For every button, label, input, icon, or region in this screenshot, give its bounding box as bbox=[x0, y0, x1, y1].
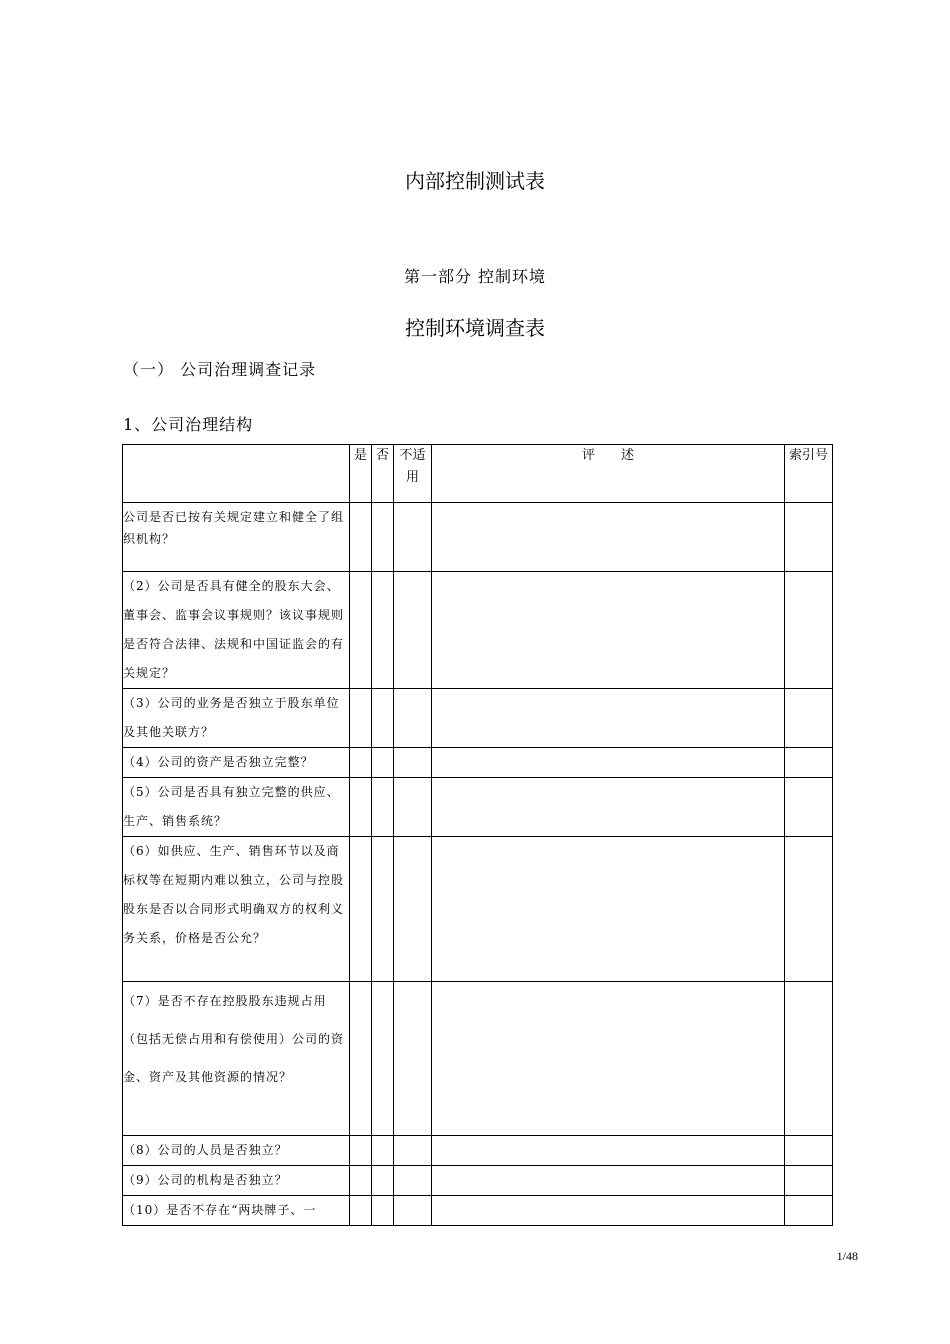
document-title: 内部控制测试表 bbox=[405, 169, 545, 193]
no-cell[interactable] bbox=[372, 689, 394, 748]
yes-cell[interactable] bbox=[350, 1136, 372, 1166]
index-cell[interactable] bbox=[785, 1166, 833, 1196]
no-cell[interactable] bbox=[372, 778, 394, 837]
table-row bbox=[123, 982, 833, 1136]
no-cell[interactable] bbox=[372, 1166, 394, 1196]
survey-table bbox=[122, 444, 833, 1226]
na-cell[interactable] bbox=[394, 572, 432, 689]
index-cell[interactable] bbox=[785, 1136, 833, 1166]
comment-cell[interactable] bbox=[432, 572, 785, 689]
comment-cell[interactable] bbox=[432, 748, 785, 778]
no-cell[interactable] bbox=[372, 572, 394, 689]
question-cell: 公司是否已按有关规定建立和健全了组织机构？ bbox=[123, 503, 350, 572]
index-cell[interactable] bbox=[785, 1196, 833, 1226]
comment-cell[interactable] bbox=[432, 982, 785, 1136]
na-cell[interactable] bbox=[394, 689, 432, 748]
header-not-applicable: 不适用 bbox=[394, 445, 432, 503]
index-cell[interactable] bbox=[785, 503, 833, 572]
yes-cell[interactable] bbox=[350, 572, 372, 689]
na-cell[interactable] bbox=[394, 982, 432, 1136]
table-row bbox=[123, 748, 833, 778]
header-index: 索引号 bbox=[785, 445, 833, 503]
table-row bbox=[123, 837, 833, 982]
yes-cell[interactable] bbox=[350, 982, 372, 1136]
comment-cell[interactable] bbox=[432, 1166, 785, 1196]
yes-cell[interactable] bbox=[350, 689, 372, 748]
table-row bbox=[123, 503, 833, 572]
yes-cell[interactable] bbox=[350, 503, 372, 572]
na-cell[interactable] bbox=[394, 748, 432, 778]
yes-cell[interactable] bbox=[350, 1166, 372, 1196]
yes-cell[interactable] bbox=[350, 1196, 372, 1226]
question-cell: （2）公司是否具有健全的股东大会、董事会、监事会议事规则？该议事规则是否符合法律、法规和中国证监会的有关规定？ bbox=[123, 572, 350, 689]
na-cell[interactable] bbox=[394, 503, 432, 572]
question-cell: （10）是否不存在“两块牌子、一 bbox=[123, 1196, 350, 1226]
no-cell[interactable] bbox=[372, 837, 394, 982]
table-header-row bbox=[123, 445, 833, 503]
subsection-heading: 1、公司治理结构 bbox=[123, 415, 254, 434]
no-cell[interactable] bbox=[372, 503, 394, 572]
section-heading: （一） 公司治理调查记录 bbox=[123, 360, 317, 379]
table-title: 控制环境调查表 bbox=[405, 316, 545, 340]
comment-cell[interactable] bbox=[432, 1196, 785, 1226]
header-comment: 评 述 bbox=[432, 445, 785, 503]
comment-cell[interactable] bbox=[432, 689, 785, 748]
header-no: 否 bbox=[372, 445, 394, 503]
na-cell[interactable] bbox=[394, 778, 432, 837]
yes-cell[interactable] bbox=[350, 837, 372, 982]
header-item bbox=[123, 445, 350, 503]
table-row bbox=[123, 572, 833, 689]
index-cell[interactable] bbox=[785, 837, 833, 982]
header-yes: 是 bbox=[350, 445, 372, 503]
table-row bbox=[123, 778, 833, 837]
comment-cell[interactable] bbox=[432, 503, 785, 572]
no-cell[interactable] bbox=[372, 1196, 394, 1226]
na-cell[interactable] bbox=[394, 1196, 432, 1226]
question-cell: （3）公司的业务是否独立于股东单位及其他关联方？ bbox=[123, 689, 350, 748]
table-row bbox=[123, 689, 833, 748]
question-cell: （8）公司的人员是否独立？ bbox=[123, 1136, 350, 1166]
question-cell: （4）公司的资产是否独立完整？ bbox=[123, 748, 350, 778]
question-cell: （9）公司的机构是否独立？ bbox=[123, 1166, 350, 1196]
index-cell[interactable] bbox=[785, 778, 833, 837]
no-cell[interactable] bbox=[372, 748, 394, 778]
comment-cell[interactable] bbox=[432, 837, 785, 982]
question-cell: （6）如供应、生产、销售环节以及商标权等在短期内难以独立，公司与控股股东是否以合同形式明确双方的权利义务关系，价格是否公允？ bbox=[123, 837, 350, 982]
no-cell[interactable] bbox=[372, 982, 394, 1136]
index-cell[interactable] bbox=[785, 982, 833, 1136]
na-cell[interactable] bbox=[394, 1166, 432, 1196]
comment-cell[interactable] bbox=[432, 778, 785, 837]
na-cell[interactable] bbox=[394, 837, 432, 982]
index-cell[interactable] bbox=[785, 572, 833, 689]
comment-cell[interactable] bbox=[432, 1136, 785, 1166]
yes-cell[interactable] bbox=[350, 748, 372, 778]
na-cell[interactable] bbox=[394, 1136, 432, 1166]
table-row bbox=[123, 1166, 833, 1196]
index-cell[interactable] bbox=[785, 748, 833, 778]
no-cell[interactable] bbox=[372, 1136, 394, 1166]
part-heading: 第一部分 控制环境 bbox=[403, 267, 547, 286]
question-cell: （7）是否不存在控股股东违规占用（包括无偿占用和有偿使用）公司的资金、资产及其他资源的情况？ bbox=[123, 982, 350, 1136]
page-number: 1/48 bbox=[836, 1249, 858, 1263]
question-cell: （5）公司是否具有独立完整的供应、生产、销售系统？ bbox=[123, 778, 350, 837]
yes-cell[interactable] bbox=[350, 778, 372, 837]
table-row bbox=[123, 1136, 833, 1166]
table-row bbox=[123, 1196, 833, 1226]
index-cell[interactable] bbox=[785, 689, 833, 748]
